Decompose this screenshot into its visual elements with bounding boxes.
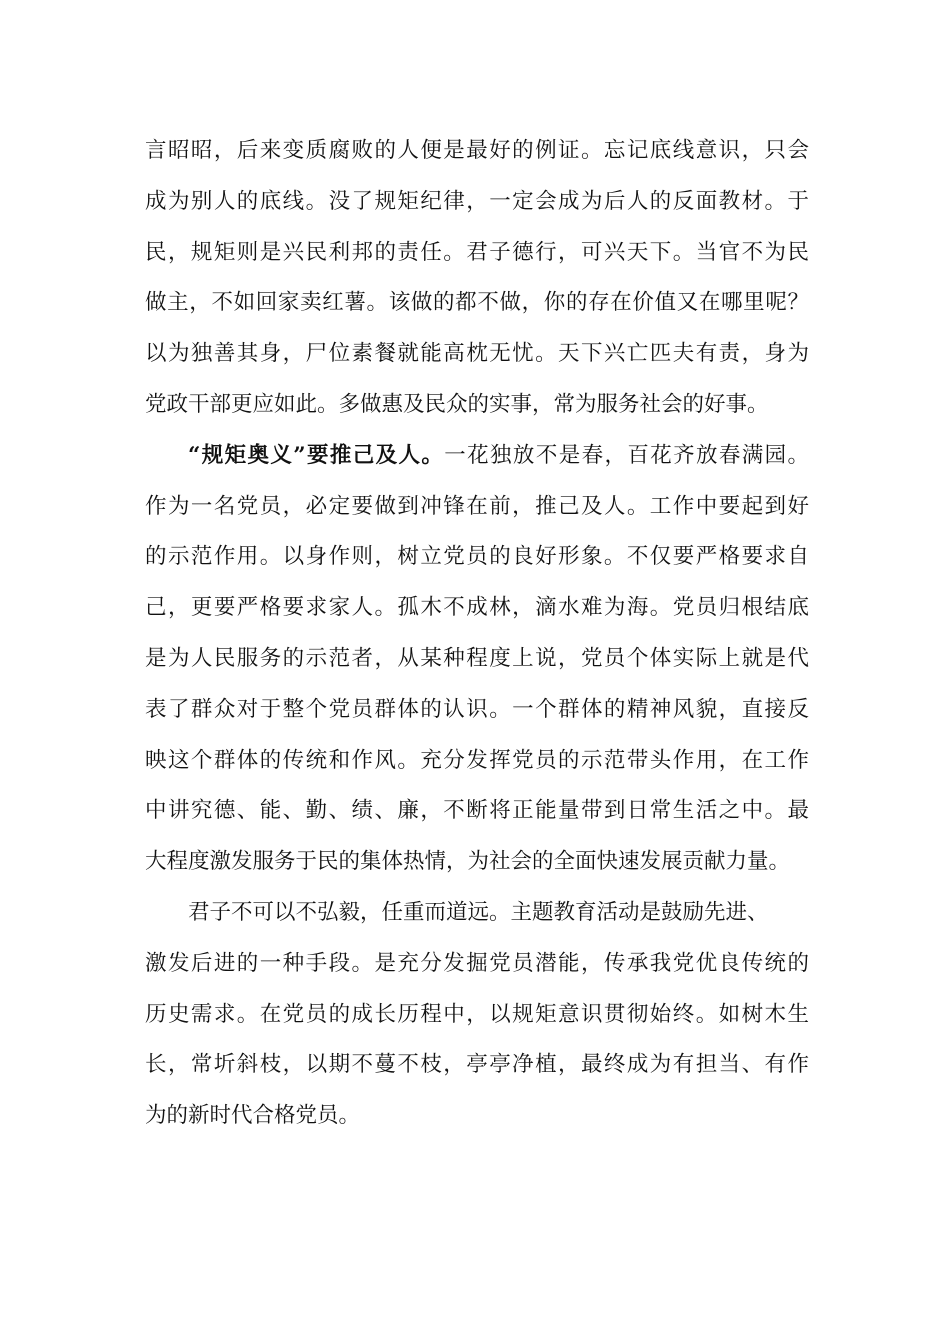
paragraph-line: 是为人民服务的示范者，从某种程度上说，党员个体实际上就是代 xyxy=(145,645,809,671)
paragraph-line: 中讲究德、能、勤、绩、廉，不断将正能量带到日常生活之中。最 xyxy=(145,798,809,824)
paragraph-line: 民，规矩则是兴民利邦的责任。君子德行，可兴天下。当官不为民 xyxy=(145,239,809,265)
paragraph-first-line xyxy=(145,431,809,482)
paragraph-line: 的示范作用。以身作则，树立党员的良好形象。不仅要严格要求自 xyxy=(145,544,809,570)
paragraph-line: 以为独善其身，尸位素餐就能高枕无忧。天下兴亡匹夫有责，身为 xyxy=(145,341,809,367)
paragraph-3 xyxy=(145,888,809,1142)
paragraph-1 xyxy=(145,126,809,431)
paragraph-line: 言昭昭，后来变质腐败的人便是最好的例证。忘记底线意识，只会 xyxy=(145,138,809,163)
paragraph-line-rest: 一花独放不是春，百花齐放春满园。 xyxy=(444,442,809,468)
paragraph-line: 成为别人的底线。没了规矩纪律，一定会成为后人的反面教材。于 xyxy=(145,188,809,214)
paragraph-line: 长，常圻斜枝，以期不蔓不枝，亭亭净植，最终成为有担当、有作 xyxy=(145,1052,809,1078)
paragraph-line: 己，更要严格要求家人。孤木不成林，滴水难为海。党员归根结底 xyxy=(145,595,809,621)
paragraph-line: 大程度激发服务于民的集体热情，为社会的全面快速发展贡献力量。 xyxy=(145,849,791,875)
paragraph-2 xyxy=(145,431,809,888)
paragraph-line: 映这个群体的传统和作风。充分发挥党员的示范带头作用，在工作 xyxy=(145,747,809,773)
section-heading: “规矩奥义”要推己及人。 xyxy=(188,442,445,468)
paragraph-line: 党政干部更应如此。多做惠及民众的实事，常为服务社会的好事。 xyxy=(145,391,769,417)
paragraph-first-line: 君子不可以不弘毅，任重而道远。主题教育活动是鼓励先进、 xyxy=(188,899,769,925)
paragraph-line: 历史需求。在党员的成长历程中，以规矩意识贯彻始终。如树木生 xyxy=(145,1001,809,1027)
paragraph-line: 表了群众对于整个党员群体的认识。一个群体的精神风貌，直接反 xyxy=(145,696,809,722)
paragraph-line: 作为一名党员，必定要做到冲锋在前，推己及人。工作中要起到好 xyxy=(145,493,809,519)
document-body xyxy=(145,126,809,1142)
paragraph-line: 激发后进的一种手段。是充分发掘党员潜能，传承我党优良传统的 xyxy=(145,950,809,976)
paragraph-line: 做主，不如回家卖红薯。该做的都不做，你的存在价值又在哪里呢？ xyxy=(145,290,809,316)
paragraph-line: 为的新时代合格党员。 xyxy=(145,1103,361,1129)
